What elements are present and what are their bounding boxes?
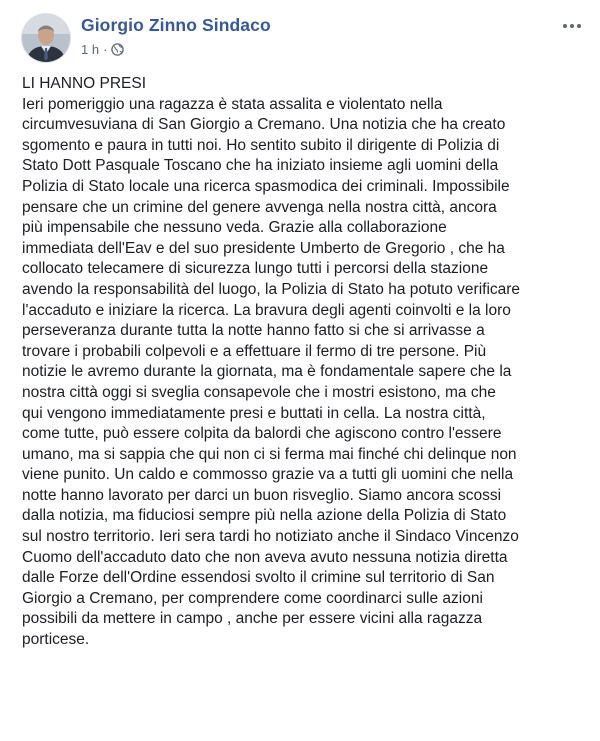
post-text-line: porticese. [22, 631, 90, 649]
post-timestamp[interactable]: 1 h [81, 42, 100, 57]
post-text-line: Ieri pomeriggio una ragazza è stata assalita e violentato nella [22, 95, 443, 113]
post-text-line: più impensabile che nessuno veda. Grazie alla collaborazione [22, 219, 447, 237]
avatar[interactable] [22, 14, 70, 62]
post-text-line: nostra città oggi si sveglia consapevole che i mostri esistono, ma che [22, 383, 496, 401]
more-options-icon[interactable] [560, 18, 584, 34]
post-text-line: sgomento e paura in tutti noi. Ho sentito subito il dirigente di Polizia di [22, 136, 500, 154]
post-text-line: umano, ma si sappia che qui non ci si ferma mai finché chi delinque non [22, 445, 517, 463]
author-name[interactable]: Giorgio Zinno Sindaco [81, 15, 271, 35]
meta-separator: · [103, 42, 108, 57]
globe-icon[interactable] [111, 43, 124, 56]
post-text-line: viene punito. Un caldo e commosso grazie va a tutti gli uomini che nella [22, 466, 514, 484]
post-text-line: trovare i probabili colpevoli e a effettuare il fermo di tre persone. Più [22, 342, 487, 360]
post-text-line: dalle Forze dell'Ordine essendosi svolto il crimine sul territorio di San [22, 569, 495, 587]
post-text-line: qui vengono immediatamente presi e buttati in cella. La nostra città, [22, 404, 486, 422]
post-text-line: avendo la responsabilità del luogo, la Polizia di Stato ha potuto verificare [22, 280, 521, 298]
post-text-line: come tutte, può essere colpita da balordi che agiscono contro l'essere [22, 425, 502, 443]
post-text-line: pensare che un crimine del genere avvenga nella nostra città, ancora [22, 198, 497, 216]
post-text-line: perseveranza durante tutta la notte hanno fatto si che si arrivasse a [22, 322, 485, 340]
post-header [22, 14, 586, 66]
post-text-line: collocato telecamere di sicurezza lungo tutti i percorsi della stazione [22, 260, 489, 278]
post-text-line: notte hanno lavorato per darci un buon risveglio. Siamo ancora scossi [22, 486, 502, 504]
post-text-line: l'accaduto e iniziare la ricerca. La bravura degli agenti coinvolti e la loro [22, 301, 511, 319]
post-text-line: Cuomo dell'accaduto dato che non aveva avuto nessuna notizia diretta [22, 548, 508, 566]
post-text-line: Giorgio a Cremano, per comprendere come coordinarci sulle azioni [22, 589, 483, 607]
post-text-line: Stato Dott Pasquale Toscano che ha iniziato insieme agli uomini della [22, 157, 499, 175]
post-text-line: Polizia di Stato locale una ricerca spasmodica dei criminali. Impossibile [22, 177, 510, 195]
post-text [22, 74, 597, 651]
post-text-line: sul nostro territorio. Ieri sera tardi ho notiziato anche il Sindaco Vincenzo [22, 528, 519, 546]
post-text-line: possibili da mettere in campo , anche per essere vicini alla ragazza [22, 610, 483, 628]
post-text-line: circumvesuviana di San Giorgio a Cremano. Una notizia che ha creato [22, 116, 506, 134]
post-text-line: immediata dell'Eav e del suo presidente Umberto de Gregorio , che ha [22, 239, 505, 257]
post-title-line: LI HANNO PRESI [22, 75, 147, 92]
post-meta [81, 42, 124, 57]
avatar-photo [22, 14, 70, 62]
post-text-line: dalla notizia, ma fiduciosi sempre più nella azione della Polizia di Stato [22, 507, 507, 525]
post-text-line: notizie le avremo durante la giornata, ma è fondamentale sapere che la [22, 363, 512, 381]
